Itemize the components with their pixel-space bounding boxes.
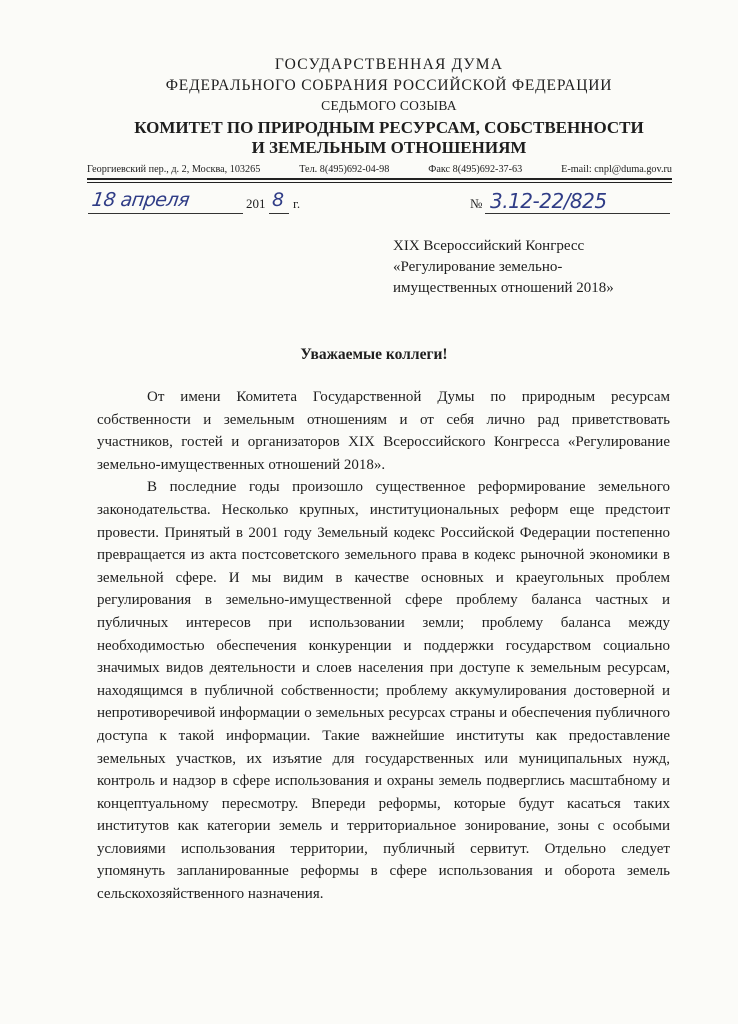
letterhead-duma: ГОСУДАРСТВЕННАЯ ДУМА [274, 56, 504, 73]
contact-line [87, 164, 672, 175]
number-label: № [470, 196, 483, 211]
addressee-line1: XIX Всероссийский Конгресс [393, 238, 585, 254]
date-field [88, 189, 243, 214]
phone-text: Тел. 8(495)692-04-98 [299, 164, 390, 175]
addressee-block [393, 236, 614, 299]
header-rule-thin [87, 182, 672, 183]
header-rule-thick [87, 178, 672, 180]
handwritten-number: 3.12-22/825 [490, 189, 607, 213]
year-prefix: 201 [246, 196, 266, 211]
fax-text: Факс 8(495)692-37-63 [428, 164, 523, 175]
addressee-line2: «Регулирование земельно- [393, 259, 563, 275]
addressee-line3: имущественных отношений 2018» [393, 280, 614, 296]
paragraph-2: В последние годы произошло существенное реформирование земельного законодательства. Несколько крупных, институциональных реформ еще предстоит провести. Принятый в 2001 году Земельный кодекс Российской Федерации постепенно превращается из акта постсоветского земельного права в кодекс рыночной экономики в земельной сфере. И мы видим в качестве основных и краеугольных проблем регулирования в земельно-имущественной сфере проблему баланса частных и публичных интересов при использовании земли; проблему баланса между необходимостью обеспечения конкуренции и поддержки государством социально значимых видов деятельности и слоев населения при доступе к земельным ресурсам, находящимся в публичной собственности; проблему аккумулирования достоверной и непротиворечивой информации о земельных ресурсах страны и обеспечения публичного доступа к такой информации. Такие важнейшие институты как предоставление земельных участков, их изъятие для государственных или муниципальных нужд, контроль и надзор в сфере использования и охраны земель подверглись масштабному и концептуальному пересмотру. Впереди реформы, которые будут касаться таких институтов как категории земель и территориальное зонирование, зоны с особыми условиями использования территории, публичный сервитут. Отдельно следует упомянуть запланированные реформы в сфере использования и оборота земель сельскохозяйственного назначения. [97, 479, 670, 903]
letter-body [97, 386, 670, 906]
letterhead-convocation: СЕДЬМОГО СОЗЫВА [321, 98, 457, 113]
registration-row [88, 189, 678, 217]
email-text: E-mail: cnpl@duma.gov.ru [561, 164, 672, 175]
handwritten-date: 18 апреля [90, 189, 191, 211]
handwritten-year: 8 [272, 189, 284, 211]
committee-name-line2: И ЗЕМЕЛЬНЫМ ОТНОШЕНИЯМ [251, 138, 527, 157]
committee-name-line1: КОМИТЕТ ПО ПРИРОДНЫМ РЕСУРСАМ, СОБСТВЕННОСТИ [134, 118, 644, 137]
number-field [485, 189, 670, 214]
letterhead-federal-assembly: ФЕДЕРАЛЬНОГО СОБРАНИЯ РОССИЙСКОЙ ФЕДЕРАЦИИ [165, 77, 613, 94]
address-text: Георгиевский пер., д. 2, Москва, 103265 [87, 164, 261, 175]
greeting: Уважаемые коллеги! [300, 346, 448, 363]
paragraph-1: От имени Комитета Государственной Думы по природным ресурсам собственности и земельным отношениям и от себя лично рад приветствовать участников, гостей и организаторов XIX Всероссийского Конгресса «Регулирование земельно-имущественных отношений 2018». [97, 389, 670, 473]
year-suffix: г. [293, 196, 301, 211]
year-field [269, 189, 289, 214]
